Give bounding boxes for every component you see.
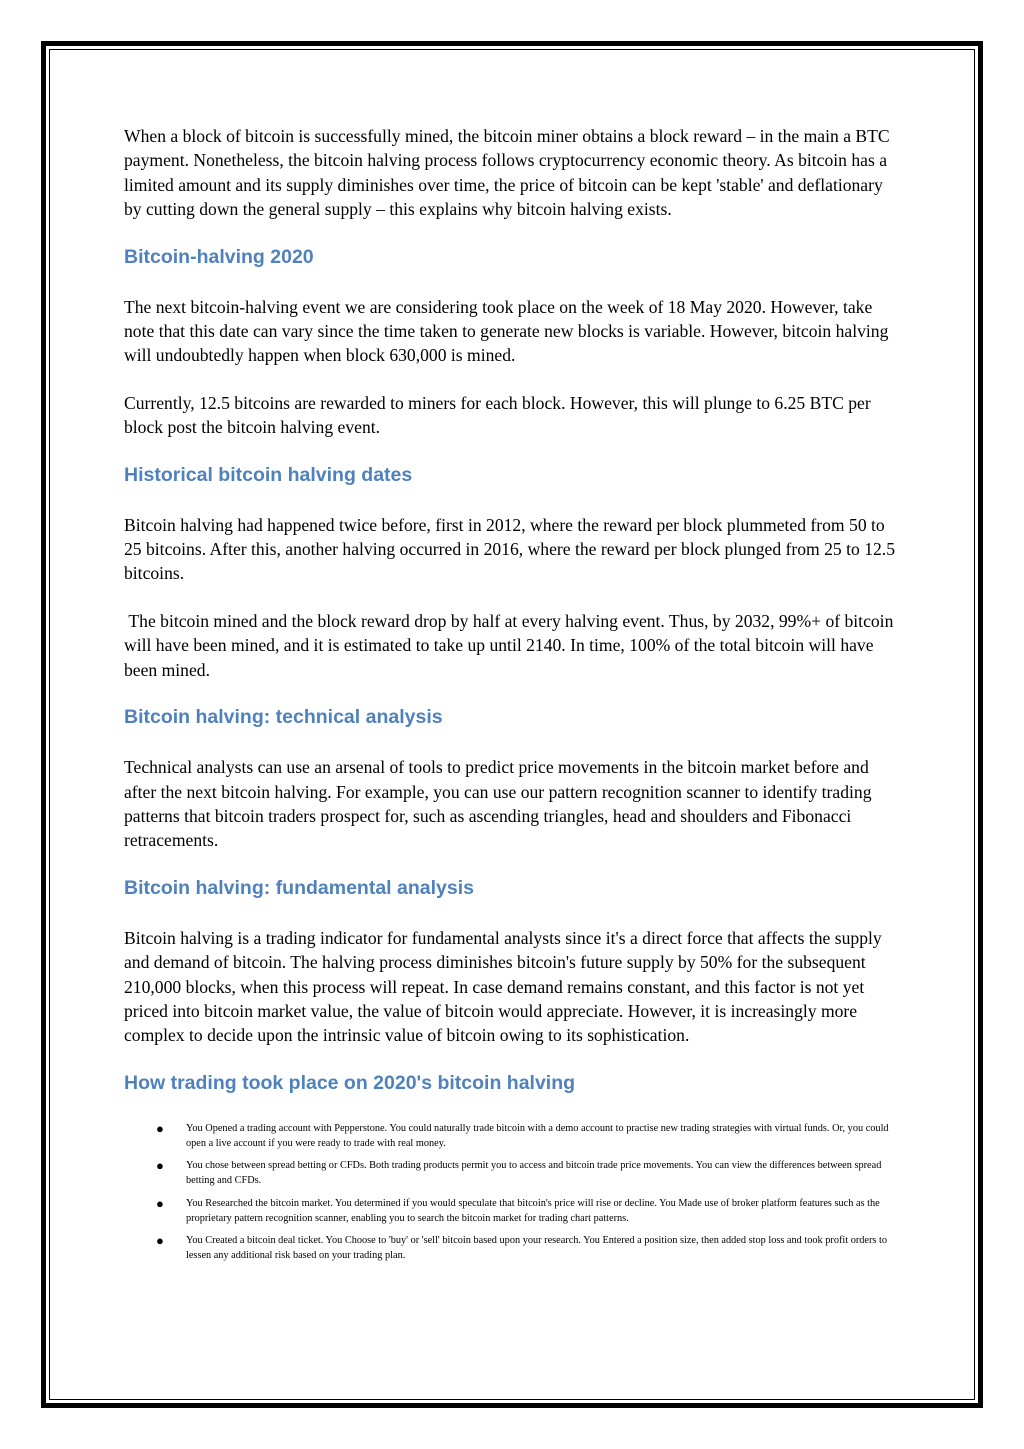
- list-item: [124, 1121, 899, 1151]
- halving-2020-paragraph-1: The next bitcoin-halving event we are considering took place on the week of 18 May 2020. However, take note that this date can vary since the time taken to generate new blocks is variable. However, bitcoin halving will undoubtedly happen when block 630,000 is mined.: [124, 296, 889, 366]
- list-item: [124, 1196, 899, 1226]
- document-content: [124, 124, 899, 1270]
- historical-paragraph-1: Bitcoin halving had happened twice before, first in 2012, where the reward per block plummeted from 50 to 25 bitcoins. After this, another halving occurred in 2016, where the reward per block plunged from 25 to 12.5 bitcoins.: [124, 514, 895, 584]
- list-item-text: You Opened a trading account with Pepperstone. You could naturally trade bitcoin with a demo account to practise new trading strategies with virtual funds. Or, you could open a live account if you were ready to trade with real money.: [186, 1122, 889, 1149]
- heading-technical-analysis: Bitcoin halving: technical analysis: [124, 706, 443, 729]
- list-item: [124, 1158, 899, 1188]
- historical-paragraph-2: The bitcoin mined and the block reward drop by half at every halving event. Thus, by 2032, 99%+ of bitcoin will have been mined, and it is estimated to take up until 2140. In time, 100% of the total bitcoin will have been mined.: [124, 610, 898, 680]
- list-item-text: You chose between spread betting or CFDs. Both trading products permit you to access and bitcoin trade price movements. You can view the differences between spread betting and CFDs.: [186, 1160, 882, 1187]
- heading-historical-halving-dates: Historical bitcoin halving dates: [124, 463, 413, 486]
- intro-paragraph: When a block of bitcoin is successfully mined, the bitcoin miner obtains a block reward – in the main a BTC payment. Nonetheless, the bitcoin halving process follows cryptocurrency economic theory. As bitcoin has a limited amount and its supply diminishes over time, the price of bitcoin can be kept 'stable' and deflationary by cutting down the general supply – this explains why bitcoin halving exists.: [124, 126, 890, 220]
- trading-steps-list: [124, 1121, 899, 1264]
- heading-bitcoin-halving-2020: Bitcoin-halving 2020: [124, 245, 314, 268]
- list-item-text: You Created a bitcoin deal ticket. You Choose to 'buy' or 'sell' bitcoin based upon your research. You Entered a position size, then added stop loss and took profit orders to lessen any additional risk based on your trading plan.: [186, 1234, 888, 1262]
- technical-paragraph: Technical analysts can use an arsenal of tools to predict price movements in the bitcoin market before and after the next bitcoin halving. For example, you can use our pattern recognition scanner to identify trading patterns that bitcoin traders prospect for, such as ascending triangles, head and shoulders and Fibonacci retracements.: [124, 757, 872, 851]
- bullet-icon: ●: [156, 1120, 164, 1136]
- bullet-icon: ●: [156, 1158, 164, 1174]
- list-item-text: You Researched the bitcoin market. You determined if you would speculate that bitcoin's price will rise or decline. You Made use of broker platform features such as the proprietary pattern recognition scanner, enabling you to search the bitcoin market for trading chart patterns.: [186, 1197, 880, 1224]
- heading-how-trading-took-place: How trading took place on 2020's bitcoin halving: [124, 1071, 576, 1094]
- heading-fundamental-analysis: Bitcoin halving: fundamental analysis: [124, 876, 474, 899]
- bullet-icon: ●: [156, 1195, 164, 1211]
- fundamental-paragraph: Bitcoin halving is a trading indicator for fundamental analysts since it's a direct force that affects the supply and demand of bitcoin. The halving process diminishes bitcoin's future supply by 50% for the subsequent 210,000 blocks, when this process will repeat. In case demand remains constant, and this factor is not yet priced into bitcoin market value, the value of bitcoin would appreciate. However, it is increasingly more complex to decide upon the intrinsic value of bitcoin owing to its sophistication.: [124, 927, 882, 1046]
- bullet-icon: ●: [156, 1232, 164, 1248]
- list-item: [124, 1233, 899, 1263]
- halving-2020-paragraph-2: Currently, 12.5 bitcoins are rewarded to miners for each block. However, this will plunge to 6.25 BTC per block post the bitcoin halving event.: [124, 392, 871, 438]
